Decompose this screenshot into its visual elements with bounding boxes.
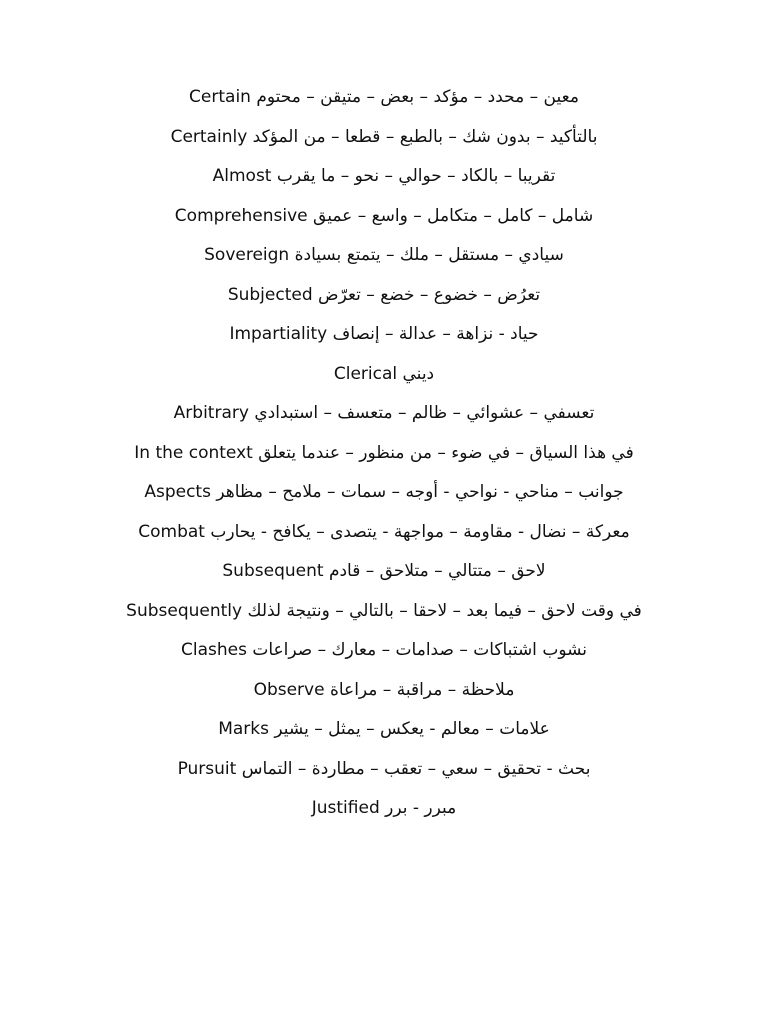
entry-sovereign: Sovereign سيادي – مستقل – ملك – يتمتع بسيادة: [204, 245, 564, 265]
entry-arbitrary: Arbitrary تعسفي – عشوائي – ظالم – متعسف – استبدادي: [173, 403, 595, 423]
entry-subjected: Subjected تعرُض – خضوع – خضع – تعرّض: [227, 284, 541, 305]
entry-pursuit: Pursuit بحث - تحقيق – سعي – تعقب – مطاردة – التماس: [177, 758, 591, 779]
vocabulary-list: [0, 84, 768, 835]
entry-justified: Justified مبرر - برر: [311, 798, 457, 818]
entry-impartiality: Impartiality حياد - نزاهة – عدالة – إنصاف: [229, 324, 539, 344]
entry-aspects: Aspects جوانب – مناحي - نواحي - أوجه – سمات – ملامح – مظاهر: [144, 482, 624, 502]
entry-marks: Marks علامات – معالم - يعكس – يمثل – يشير: [218, 719, 550, 739]
entry-almost: Almost تقريبا – بالكاد – حوالي – نحو – ما يقرب: [212, 166, 556, 186]
entry-subsequent: Subsequent لاحق – متتالي – متلاحق – قادم: [222, 561, 546, 581]
entry-clashes: Clashes نشوب اشتباكات – صدامات – معارك – صراعات: [180, 640, 587, 660]
entry-comprehensive: Comprehensive شامل – كامل – متكامل – واسع – عميق: [174, 205, 594, 226]
entry-clerical: Clerical ديني: [333, 363, 435, 384]
entry-in-the-context: In the context في هذا السياق – في ضوء – من منظور – عندما يتعلق: [134, 442, 634, 463]
entry-observe: Observe ملاحظة – مراقبة – مراعاة: [253, 679, 515, 700]
entry-certain: Certain معين – محدد – مؤكد – بعض – متيقن – محتوم: [189, 87, 579, 107]
entry-combat: Combat معركة – نضال - مقاومة – مواجهة - يتصدى – يكافح - يحارب: [138, 521, 630, 542]
entry-certainly: Certainly بالتأكيد – بدون شك – بالطبع – قطعا – من المؤكد: [170, 126, 598, 147]
entry-subsequently: Subsequently في وقت لاحق – فيما بعد – لاحقا – بالتالي – ونتيجة لذلك: [126, 600, 642, 621]
